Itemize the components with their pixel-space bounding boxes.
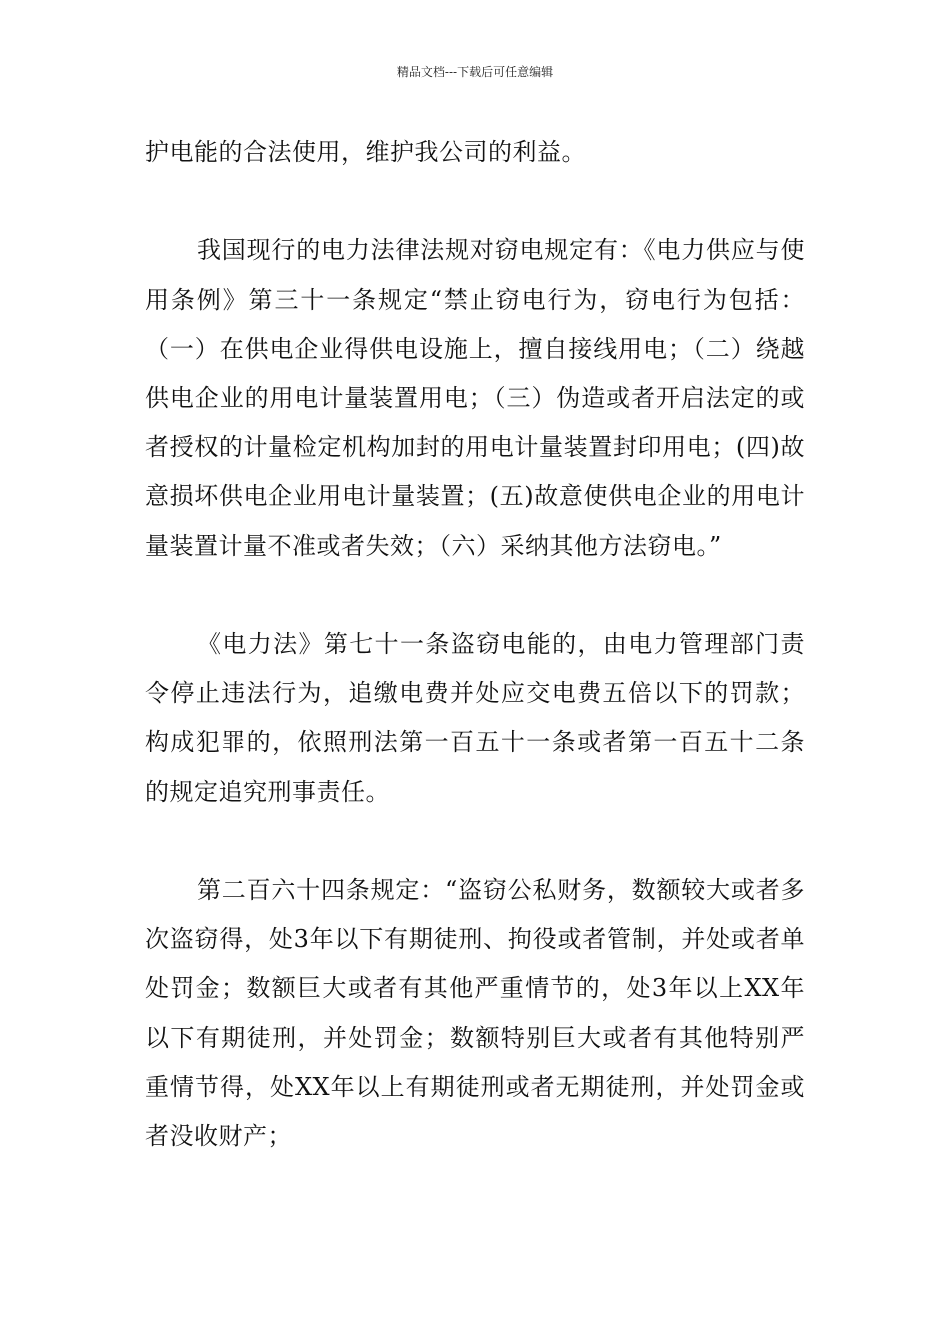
paragraph-spacer <box>145 177 805 226</box>
page-header: 精品文档---下载后可任意编辑 <box>396 65 554 79</box>
paragraph-spacer <box>145 817 805 866</box>
paragraph-article-264: 第二百六十四条规定：“盗窃公私财务，数额较大或者多次盗窃得，处3年以下有期徒刑、拘役或者管制，并处或者单处罚金；数额巨大或者有其他严重情节的，处3年以上XX年以下有期徒刑，并处罚金；数额特别巨大或者有其他特别严重情节得，处XX年以上有期徒刑或者无期徒刑，并处罚金或者没收财产； <box>145 876 805 1151</box>
paragraph-continuation: 护电能的合法使用，维护我公司的利益。 <box>145 138 586 166</box>
document-body <box>145 128 805 1161</box>
paragraph-spacer <box>145 571 805 620</box>
paragraph-power-regulations: 我国现行的电力法律法规对窃电规定有：《电力供应与使用条例》第三十一条规定“禁止窃电行为，窃电行为包括：（一）在供电企业得供电设施上，擅自接线用电；（二）绕越供电企业的用电计量装置用电；（三）伪造或者开启法定的或者授权的计量检定机构加封的用电计量装置封印用电；(四)故意损坏供电企业用电计量装置；(五)故意使供电企业的用电计量装置计量不准或者失效；（六）采纳其他方法窃电。” <box>145 236 805 560</box>
paragraph-electricity-law: 《电力法》第七十一条盗窃电能的，由电力管理部门责令停止违法行为，追缴电费并处应交电费五倍以下的罚款；构成犯罪的，依照刑法第一百五十一条或者第一百五十二条的规定追究刑事责任。 <box>145 630 805 806</box>
